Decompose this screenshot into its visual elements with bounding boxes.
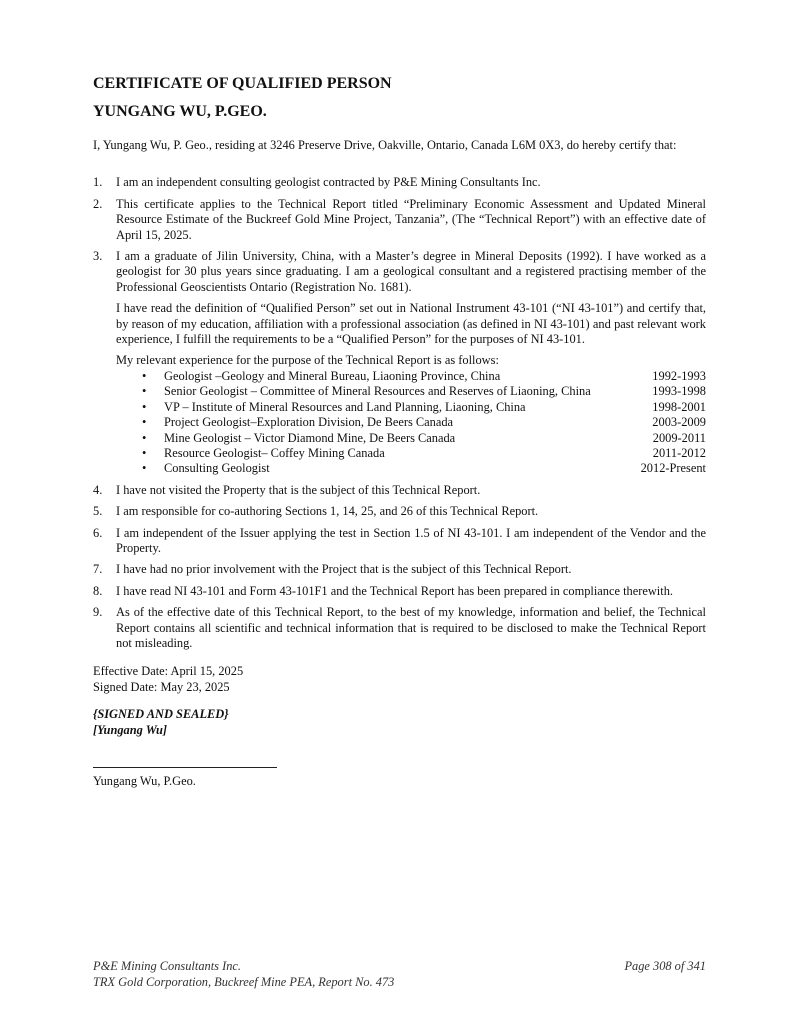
item-number: 1. (93, 175, 103, 190)
experience-role: Mine Geologist – Victor Diamond Mine, De Beers Canada (164, 430, 456, 445)
experience-item (142, 400, 706, 415)
signed-sealed-label: {SIGNED AND SEALED} (93, 707, 229, 722)
item-number: 7. (93, 562, 103, 577)
experience-role: Geologist –Geology and Mineral Bureau, Liaoning Province, China (164, 368, 501, 383)
item-text: I am independent of the Issuer applying the test in Section 1.5 of NI 43-101. I am independent of the Vendor and the Property. (116, 525, 706, 555)
signed-date: Signed Date: May 23, 2025 (93, 679, 230, 694)
footer-page-number: Page 308 of 341 (624, 959, 706, 973)
footer-row (93, 958, 706, 974)
item-number: 9. (93, 605, 103, 620)
experience-years: 2003-2009 (652, 415, 706, 430)
footer-company: P&E Mining Consultants Inc. (93, 959, 241, 973)
experience-item (142, 431, 706, 446)
item-number: 3. (93, 249, 103, 264)
item-number: 4. (93, 482, 103, 497)
qualified-person-paragraph: I have read the definition of “Qualified Person” set out in National Instrument 43-101 (“NI 43-101”) and certify that, by reason of my education, affiliation with a professional association (as defined in NI 43-101) and past relevant work experience, I fulfill the requirements to be a “Qualified Person” for the purposes of NI 43-101. (116, 301, 706, 347)
experience-item (142, 446, 706, 461)
certification-list (93, 175, 706, 651)
experience-years: 2009-2011 (652, 430, 706, 445)
list-item (93, 504, 706, 519)
bullet-icon: • (142, 368, 147, 383)
list-item (93, 605, 706, 651)
page-footer (93, 958, 706, 990)
dates-block (93, 664, 706, 695)
intro-paragraph: I, Yungang Wu, P. Geo., residing at 3246 Preserve Drive, Oakville, Ontario, Canada L6M 0X3, do hereby certify that: (93, 138, 677, 152)
bullet-icon: • (142, 415, 147, 430)
item-text: I have had no prior involvement with the Project that is the subject of this Technical Report. (116, 562, 572, 577)
experience-years: 2012-Present (640, 461, 706, 476)
experience-role: Senior Geologist – Committee of Mineral Resources and Reserves of Liaoning, China (164, 384, 591, 399)
signature-name: Yungang Wu, P.Geo. (93, 774, 196, 788)
experience-years: 2011-2012 (652, 445, 706, 460)
experience-years: 1992-1993 (652, 368, 706, 383)
bullet-icon: • (142, 461, 147, 476)
bullet-icon: • (142, 399, 147, 414)
bullet-icon: • (142, 384, 147, 399)
list-item (93, 175, 706, 190)
item-number: 6. (93, 525, 103, 540)
signed-name: [Yungang Wu] (93, 722, 168, 737)
certificate-subtitle: YUNGANG WU, P.GEO. (93, 103, 267, 120)
effective-date: Effective Date: April 15, 2025 (93, 664, 244, 679)
item-number: 8. (93, 583, 103, 598)
item-text: I am an independent consulting geologist contracted by P&E Mining Consultants Inc. (116, 175, 541, 190)
experience-role: Project Geologist–Exploration Division, De Beers Canada (164, 415, 454, 430)
experience-years: 1993-1998 (652, 384, 706, 399)
footer-report: TRX Gold Corporation, Buckreef Mine PEA, Report No. 473 (93, 975, 395, 989)
item-text: I have not visited the Property that is the subject of this Technical Report. (116, 482, 481, 497)
list-item (93, 526, 706, 557)
list-item (93, 483, 706, 498)
signature-block (93, 707, 706, 738)
signature-line (93, 767, 277, 768)
experience-intro: My relevant experience for the purpose of the Technical Report is as follows: (116, 353, 499, 368)
item-text: This certificate applies to the Technical Report titled “Preliminary Economic Assessment and Updated Mineral Resource Estimate of the Buckreef Gold Mine Project, Tanzania”, (The “Technical Report”) with an effective date of April 15, 2025. (116, 196, 706, 242)
item-text: As of the effective date of this Technical Report, to the best of my knowledge, information and belief, the Technical Report contains all scientific and technical information that is required to be disclosed to make the Technical Report not misleading. (116, 605, 706, 650)
experience-list (116, 369, 706, 477)
certificate-body (93, 74, 706, 789)
experience-item (142, 384, 706, 399)
bullet-icon: • (142, 430, 147, 445)
experience-item (142, 461, 706, 476)
item-text: I am responsible for co-authoring Sections 1, 14, 25, and 26 of this Technical Report. (116, 504, 539, 519)
list-item (93, 249, 706, 477)
list-item (93, 197, 706, 243)
item-number: 5. (93, 504, 103, 519)
certificate-title: CERTIFICATE OF QUALIFIED PERSON (93, 75, 392, 92)
experience-role: VP – Institute of Mineral Resources and Land Planning, Liaoning, China (164, 399, 526, 414)
item-text: I have read NI 43-101 and Form 43-101F1 and the Technical Report has been prepared in compliance therewith. (116, 583, 673, 598)
list-item (93, 562, 706, 577)
item-text: I am a graduate of Jilin University, China, with a Master’s degree in Mineral Deposits (1992). I have worked as a geologist for 30 plus years since graduating. I am a geological consultant and a registered practising member of the Professional Geoscientists Ontario (Registration No. 1681). (116, 249, 706, 294)
experience-role: Consulting Geologist (164, 461, 270, 476)
experience-item (142, 369, 706, 384)
experience-item (142, 415, 706, 430)
list-item (93, 584, 706, 599)
experience-years: 1998-2001 (652, 399, 706, 414)
bullet-icon: • (142, 445, 147, 460)
experience-role: Resource Geologist– Coffey Mining Canada (164, 445, 385, 460)
item-number: 2. (93, 196, 103, 211)
